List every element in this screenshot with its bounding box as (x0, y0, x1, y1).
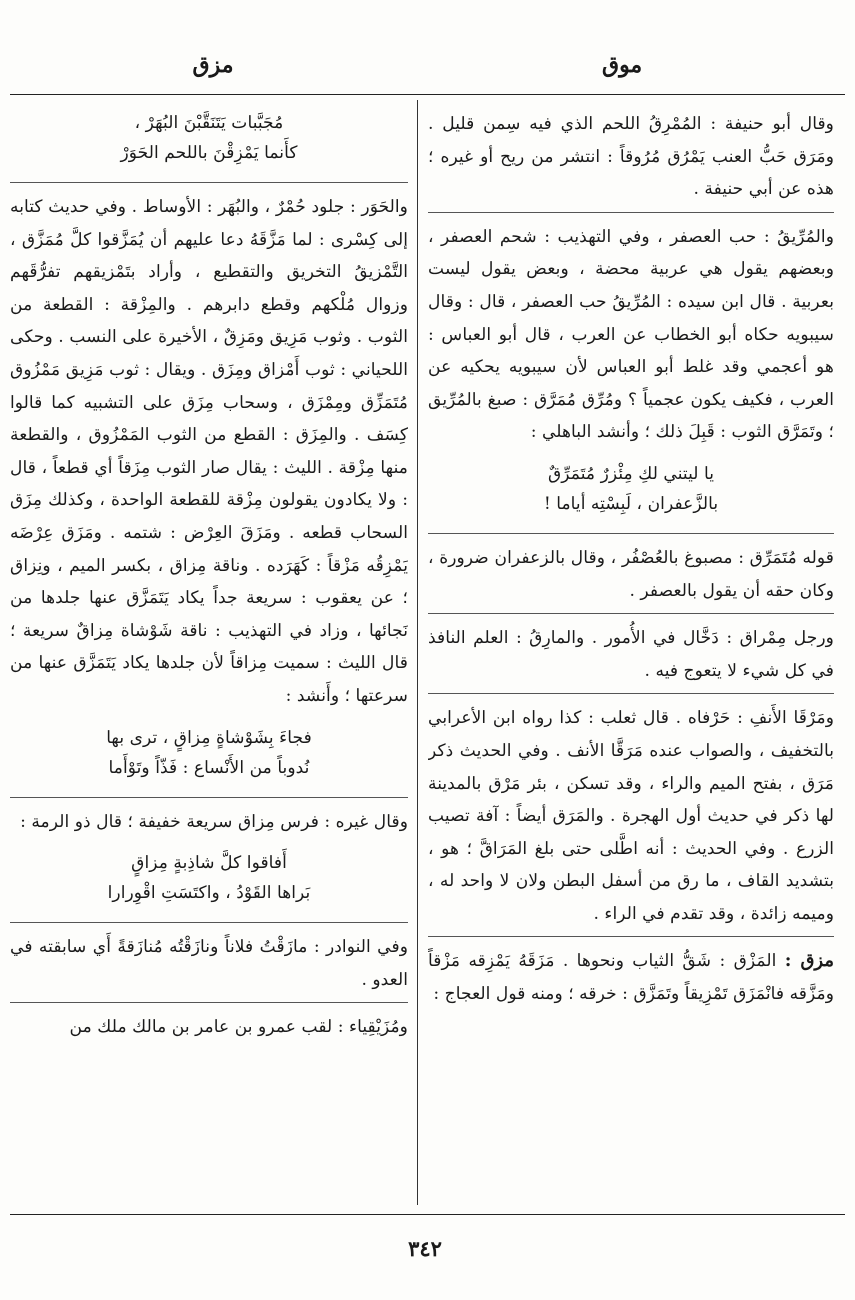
paragraph: وقال غيره : فرس مِزاق سريعة خفيفة ؛ قال ذو الرمة : (20, 811, 408, 832)
paragraph: والمُرِّيقُ : حب العصفر ، وفي التهذيب : شحم العصفر ، وبعضهم يقول هي عربية محضة ، وبعض يقول ليست بعربية . قال ابن سيده : المُرِّيقُ حب العصفر ، قال : وقال سيبويه حكاه أبو الخطاب عن العرب ، قال أبو العباس : هو أعجمي وقد غلط أبو العباس لأن سيبويه يحكيه عن العرب ، فكيف يكون عجمياً ؟ ومُرِّق مُمَرَّق : صبغ بالمُرِّيق ؛ وتَمَرَّق الثوب : قَبِلَ ذلك ؛ وأنشد الباهلي : (428, 226, 834, 443)
running-header-right: موق (602, 52, 643, 78)
paragraph: ومَرْقَا الأَنفِ : حَرْفاه . قال ثعلب : كذا رواه ابن الأعرابي بالتخفيف ، والصواب عنده مَرَقَّا الأنف . وفي الحديث ذكر مَرَق ، بفتح الميم والراء ، وقد تسكن ، بئر مَرْق بالمدينة لها ذكر في حديث أول الهجرة . والمَرَق أيضاً : آفة تصيب الزرع . وفي الحديث : أنه اطَّلى حتى بلغ المَرَاقَّ ؛ هو ، بتشديد القاف ، ما رق من أسفل البطن ولان لا واحد له ، وميمه زائدة ، وقد تقدم في الراء . (428, 708, 834, 924)
header-rule (10, 94, 845, 95)
paragraph: والحَوَر : جلود حُمْرٌ ، والبُهَر : الأوساط . وفي حديث كتابه إلى كِسْرى : لما مَزَّقَهُ دعا عليهم أن يُمَزَّقوا كلَّ مُمَزَّق ، التَّمْزيقُ التخريق والتقطيع ، وأراد بتَمْزيقهم تفرُّقَهم وزوال مُلْكهم وقطع دابرهم . والمِزْقة : القطعة من الثوب . وثوب مَزِيق ومَزِقٌ ، الأخيرة على النسب . وحكى اللحياني : ثوب أَمْزاق ومِزَق . ويقال : ثوب مَزِيق مَمْزُوق مُتَمَزِّق ومِمْزَق ، وسحاب مِزَق على التشبيه كما قالوا كِسَف . والمِزَق : القطع من الثوب المَمْزُوق ، والقطعة منها مِزْقة . الليث : يقال صار الثوب مِزَقاً أي قطعاً ، قال : ولا يكادون يقولون مِزْقة للقطعة الواحدة ، وكذلك مِزَق السحاب قطعه . ومَزَقَ العِرْض : شتمه . ومَزَق عِرْضَه يَمْزِقُه مَزْقاً : كَهَرَده . وناقة مِزاق ، بكسر الميم ، ونِزاق ؛ عن يعقوب : سريعة جداً يكاد يَتَمَزَّق عنها جلدها من نَجائها ، وزاد في التهذيب : ناقة شَوْشاة مِزاقٌ سريعة ؛ قال الليث : سميت مِزاقاً لأن جلدها يكاد يَتَمَزَّق عنها من سرعتها ؛ وأَنشد : (10, 197, 408, 706)
separator (10, 797, 408, 798)
verse-line: بَراها القَوْدُ ، واكتَسَتِ اقْوِرارا (107, 883, 311, 904)
verse-line: كأَنما يَمْزِقْنَ باللحم الحَوَرْ (120, 143, 298, 163)
entry-text: المَزْق : شَقُّ الثياب ونحوها . مَزَقَهُ يَمْزِقه مَزْقاً ومَزَّقه فانْمَزَق تَمْزِيقاً وتَمَزَّق : خرقه ؛ ومنه قول العجاج : (428, 951, 834, 1005)
separator (428, 533, 834, 534)
verse-line: يا ليتني لكِ مِئْزرٌ مُتَمَرِّقٌ (547, 463, 715, 484)
paragraph: وفي النوادر : مازَقْتُ فلاناً ونازَقْتُه مُنازَقةً أَي سابقته في العدو . (10, 937, 408, 990)
verse-line: بالزَّعفران ، لَبِسْتِه أياما ! (543, 493, 719, 514)
verse (428, 459, 834, 519)
separator (10, 922, 408, 923)
verse (10, 723, 408, 783)
column-divider (417, 100, 418, 1205)
right-column (428, 108, 834, 1208)
separator (428, 936, 834, 937)
verse-line: نُدوباً من الأَنْساع : فَذّاً وتَوْأَما (108, 757, 310, 778)
left-column (10, 108, 408, 1208)
footer-rule (10, 1214, 845, 1215)
separator (428, 212, 834, 213)
separator (10, 1002, 408, 1003)
verse-line: فجاءَ بِشَوْشاةٍ مِزاقٍ ، ترى بها (106, 727, 312, 748)
separator (428, 693, 834, 694)
verse (10, 848, 408, 908)
separator (10, 182, 408, 183)
entry-paragraph (428, 945, 834, 1010)
separator (428, 613, 834, 614)
running-header-left: مزق (192, 52, 234, 78)
paragraph: وقال أبو حنيفة : المُمْرِقُ اللحم الذي فيه سِمن قليل . ومَرَق حَبُّ العنب يَمْرُق مُرُوقاً : انتشر من ريح أو غيره ؛ هذه عن أبي حنيفة . (428, 114, 834, 200)
verse-line: أَفاقوا كلَّ شاذِبةٍ مِزاقٍ (131, 853, 287, 874)
verse-line: مُجَبَّبات يَتَنَقَّبْنَ البُهَرْ ، (134, 113, 284, 133)
page-number: ٣٤٢ (408, 1236, 442, 1261)
paragraph: ورجل مِمْراق : دَخَّال في الأُمور . والمارِقُ : العلم النافذ في كل شيء لا يتعوج فيه . (428, 628, 834, 681)
entry-headword: مزق : (784, 950, 834, 972)
paragraph: ومُزَيْقِياء : لقب عمرو بن عامر بن مالك ملك من (69, 1017, 408, 1038)
paragraph: قوله مُتَمَرِّق : مصبوغ بالعُصْفُر ، وقال بالزعفران ضرورة ، وكان حقه أن يقول بالعصفر . (428, 547, 834, 601)
verse (10, 108, 408, 168)
